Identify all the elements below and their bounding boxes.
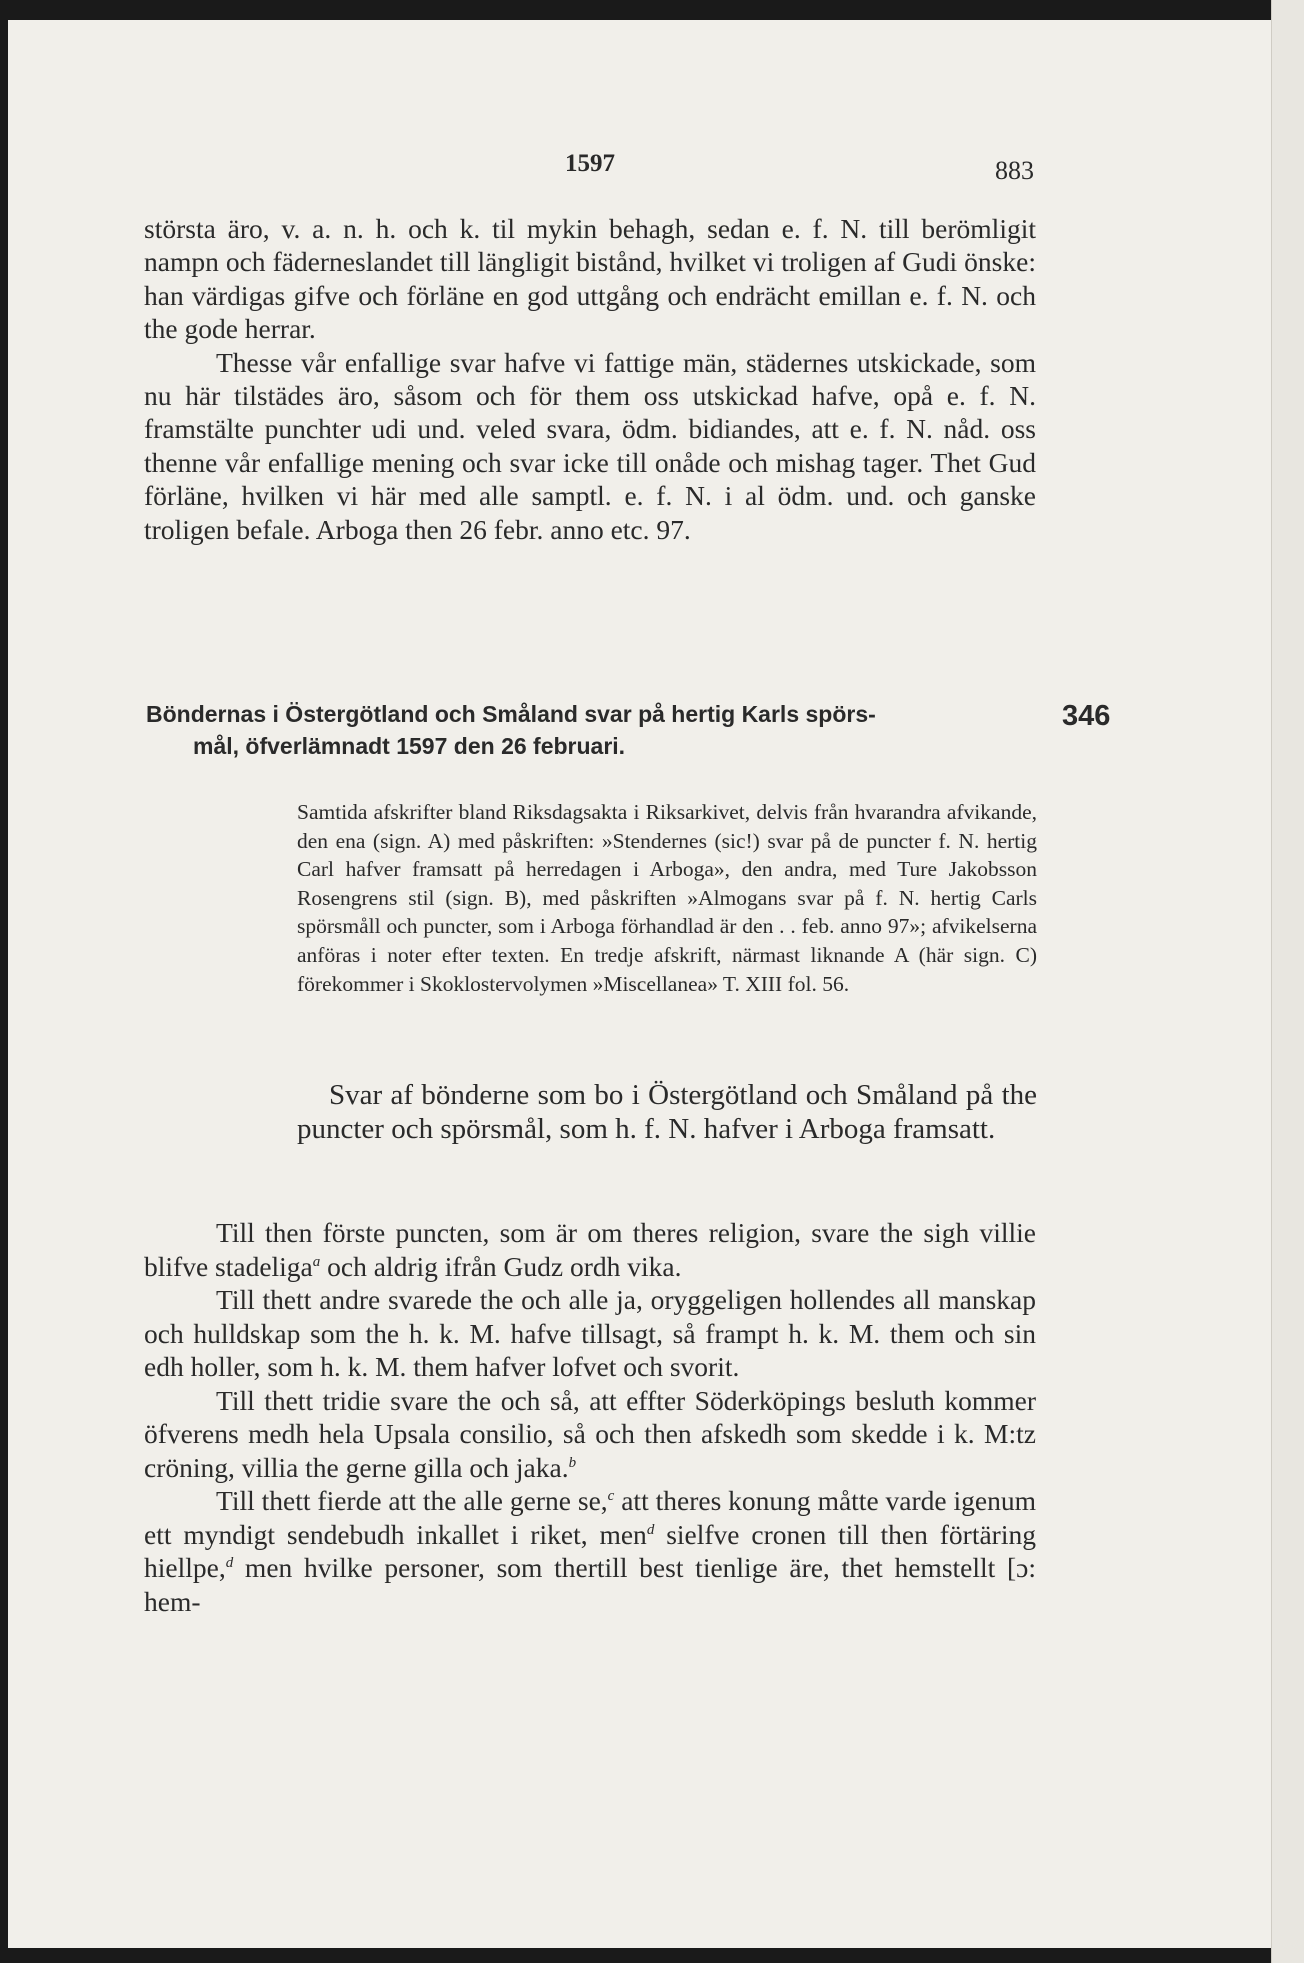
footnote-marker-d-1: d — [646, 1521, 655, 1538]
intro-paragraph-2: Thesse vår enfallige svar hafve vi fattige män, städernes utskickade, som nu här tilstädes äro, såsom och för them oss utskickad hafve, opå e. f. N. framstälte punchter udi und. veled svara, ödm. bidiandes, att e. f. N. nåd. oss thenne vår enfallige mening och svar icke till onåde och mishag tager. Thet Gud förläne, hvilken vi här med alle samptl. e. f. N. i al ödm. und. och ganske troligen befale. Arboga then 26 febr. anno etc. 97. — [144, 346, 1036, 545]
section-heading-line-1: Böndernas i Östergötland och Småland svar på hertig Karls spörs- — [146, 701, 876, 727]
page-header — [146, 146, 1034, 186]
document-title-paragraph — [297, 1078, 1037, 1146]
page-number: 883 — [995, 156, 1034, 185]
book-page — [8, 20, 1272, 1948]
intro-paragraph-1: största äro, v. a. n. h. och k. til mykin behagh, sedan e. f. N. till berömligit nampn och fäderneslandet till längligit bistånd, hvilket vi troligen af Gudi önske: han värdigas gifve och förläne en god uttgång och endrächt emillan e. f. N. och the gode herrar. — [144, 213, 1036, 345]
point-4 — [144, 1484, 1036, 1618]
point-3 — [144, 1384, 1036, 1485]
point-2: Till thett andre svarede the och alle ja, oryggeligen hollendes all manskap och hulldskap som the h. k. M. hafve tillsagt, så frampt h. k. M. them och sin edh holler, som h. k. M. them hafver lofvet och svorit. — [144, 1284, 1036, 1382]
point-4-text-b: att theres konung måtte varde igenum ett myndigt sendebudh inkallet i riket, men — [144, 1485, 1036, 1550]
footnote-marker-d-2: d — [225, 1554, 234, 1571]
point-4-text-c: sielfve cronen till then förtäring hiellpe, — [144, 1518, 1036, 1583]
point-3-text: Till thett tridie svare the och så, att effter Söderköpings besluth kommer öfverens medh hela Upsala consilio, så och then afskedh som skedde i k. M:tz cröning, villia the gerne gilla och jaka. — [144, 1384, 1036, 1483]
title-paragraph-text: Svar af bönderne som bo i Östergötland och Småland på the puncter och spörsmål, som h. f. N. hafver i Arboga framsatt. — [297, 1079, 1037, 1145]
section-heading-line-2: mål, öfverlämnadt 1597 den 26 februari. — [193, 733, 626, 759]
point-1-text-b: och aldrig ifrån Gudz ordh vika. — [320, 1250, 682, 1282]
footnote-marker-b: b — [568, 1454, 577, 1471]
point-4-text-d: men hvilke personer, som thertill best tienlige äre, thet hemstellt [ɔ: hem- — [144, 1552, 1036, 1617]
footnote-marker-c: c — [607, 1487, 615, 1504]
running-year: 1597 — [565, 150, 615, 177]
section-heading — [146, 698, 1036, 762]
point-4-text-a: Till thett fierde att the alle gerne se, — [216, 1485, 608, 1516]
points-text — [144, 1216, 1036, 1618]
source-note: Samtida afskrifter bland Riksdagsakta i Riksarkivet, delvis från hvarandra afvikande, den ena (sign. A) med påskriften: »Stendernes (sic!) svar på de puncter f. N. hertig Carl hafver framsatt på herredagen i Arboga», den andra, med Ture Jakobsson Rosengrens stil (sign. B), med påskriften »Almogans svar på f. N. hertig Carls spörsmåll och puncter, som i Arboga förhandlad är den . . feb. anno 97»; afvikelserna anföras i noter efter texten. En tredje afskrift, närmast liknande A (här sign. C) förekommer i Skoklostervolymen »Miscellanea» T. XIII fol. 56. — [297, 800, 1037, 996]
point-1 — [144, 1216, 1036, 1283]
section-number: 346 — [1062, 700, 1111, 732]
intro-text — [144, 212, 1036, 546]
footnote-marker-a: a — [312, 1253, 321, 1270]
point-1-text-a: Till then förste puncten, som är om theres religion, svare the sigh villie blifve stadeliga — [144, 1217, 1036, 1282]
page-edge — [1271, 0, 1304, 1963]
